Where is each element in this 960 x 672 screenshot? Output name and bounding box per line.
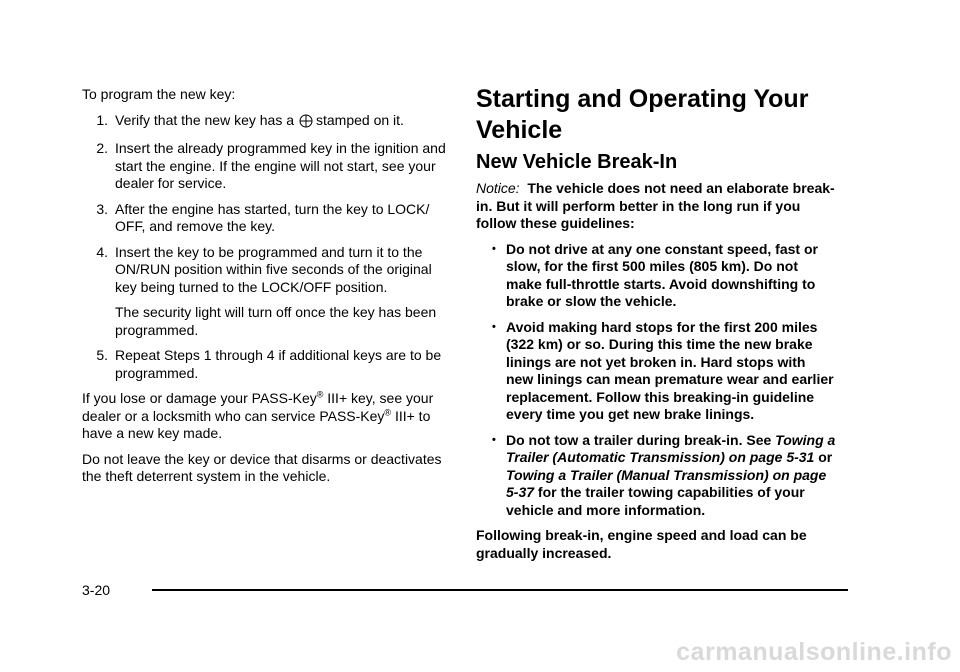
lost-key-paragraph: If you lose or damage your PASS-Key® III+ key, see your dealer or a locksmith who can service PASS-Key® III+ to have a new key made. [82,389,434,441]
subsection-heading: New Vehicle Break-In [476,151,678,173]
right-column [476,84,836,570]
notice-paragraph: Notice: The vehicle does not need an elaborate break-in. But it will perform better in the long run if you follow these guidelines: [476,180,835,231]
leave-key-paragraph: Do not leave the key or device that disarms or deactivates the theft deterrent system in the vehicle. [82,450,442,484]
step-number: 2. [96,140,108,156]
key-stamp-icon [299,114,313,133]
cross-reference-link[interactable]: Towing a Trailer (Manual Transmission) on page 5-37 [506,466,827,500]
notice-label: Notice: [476,180,520,196]
bullet-icon: • [492,433,496,446]
bullet-icon: • [492,320,496,333]
section-heading: Starting and Operating Your Vehicle [476,85,809,144]
guideline-item: • Avoid making hard stops for the first 200 miles (322 km) or so. During this time the new brake linings are not yet broken in. Hard stops with new linings can mean premature wear and earlier replacement. Follow this breaking-in guideline every time you get new brake linings. [492,318,834,422]
footer-divider [152,589,848,591]
watermark: carmanualsonline.info [676,638,952,666]
guideline-item: • Do not drive at any one constant speed, fast or slow, for the first 500 miles (805 km). Do not make full-throttle starts. Avoid downshifting to brake or slow the vehicle. [492,240,818,309]
guideline-item: • Do not tow a trailer during break-in. See Towing a Trailer (Automatic Transmission) on page 5-31 or Towing a Trailer (Manual Transmission) on page 5-37 for the trailer towing capabilities of your vehicle and more information. [492,431,836,518]
step-number: 3. [96,200,108,217]
step-3: 3. After the engine has started, turn the key to LOCK/ OFF, and remove the key. [82,201,452,236]
step-4: 4. Insert the key to be programmed and turn it to the ON/RUN position within five seconds of the original key being turned to the LOCK/OFF position. The security light will turn off once the key has been programmed. [82,244,452,340]
step-1: 1. Verify that the new key has a stamped on it. [82,112,452,133]
step-2: 2. Insert the already programmed key in the ignition and start the engine. If the engine will not start, see your dealer for service. [82,140,452,193]
break-in-guidelines [476,241,836,520]
step-4-note: The security light will turn off once the key has been programmed. [115,304,437,338]
following-paragraph: Following break-in, engine speed and load can be gradually increased. [476,527,807,561]
step-5: 5. Repeat Steps 1 through 4 if additional keys are to be programmed. [82,347,452,382]
program-steps [82,112,452,383]
program-intro: To program the new key: [82,86,236,102]
page-number: 3-20 [82,582,111,598]
registered-mark: ® [384,406,392,417]
bullet-icon: • [492,242,496,255]
cross-reference-link[interactable]: Towing a Trailer (Automatic Transmission) on page 5-31 [506,431,836,465]
registered-mark: ® [316,389,324,400]
step-number: 4. [96,243,108,260]
step-number: 5. [96,347,108,363]
left-column [82,86,452,494]
step-number: 1. [96,111,108,128]
